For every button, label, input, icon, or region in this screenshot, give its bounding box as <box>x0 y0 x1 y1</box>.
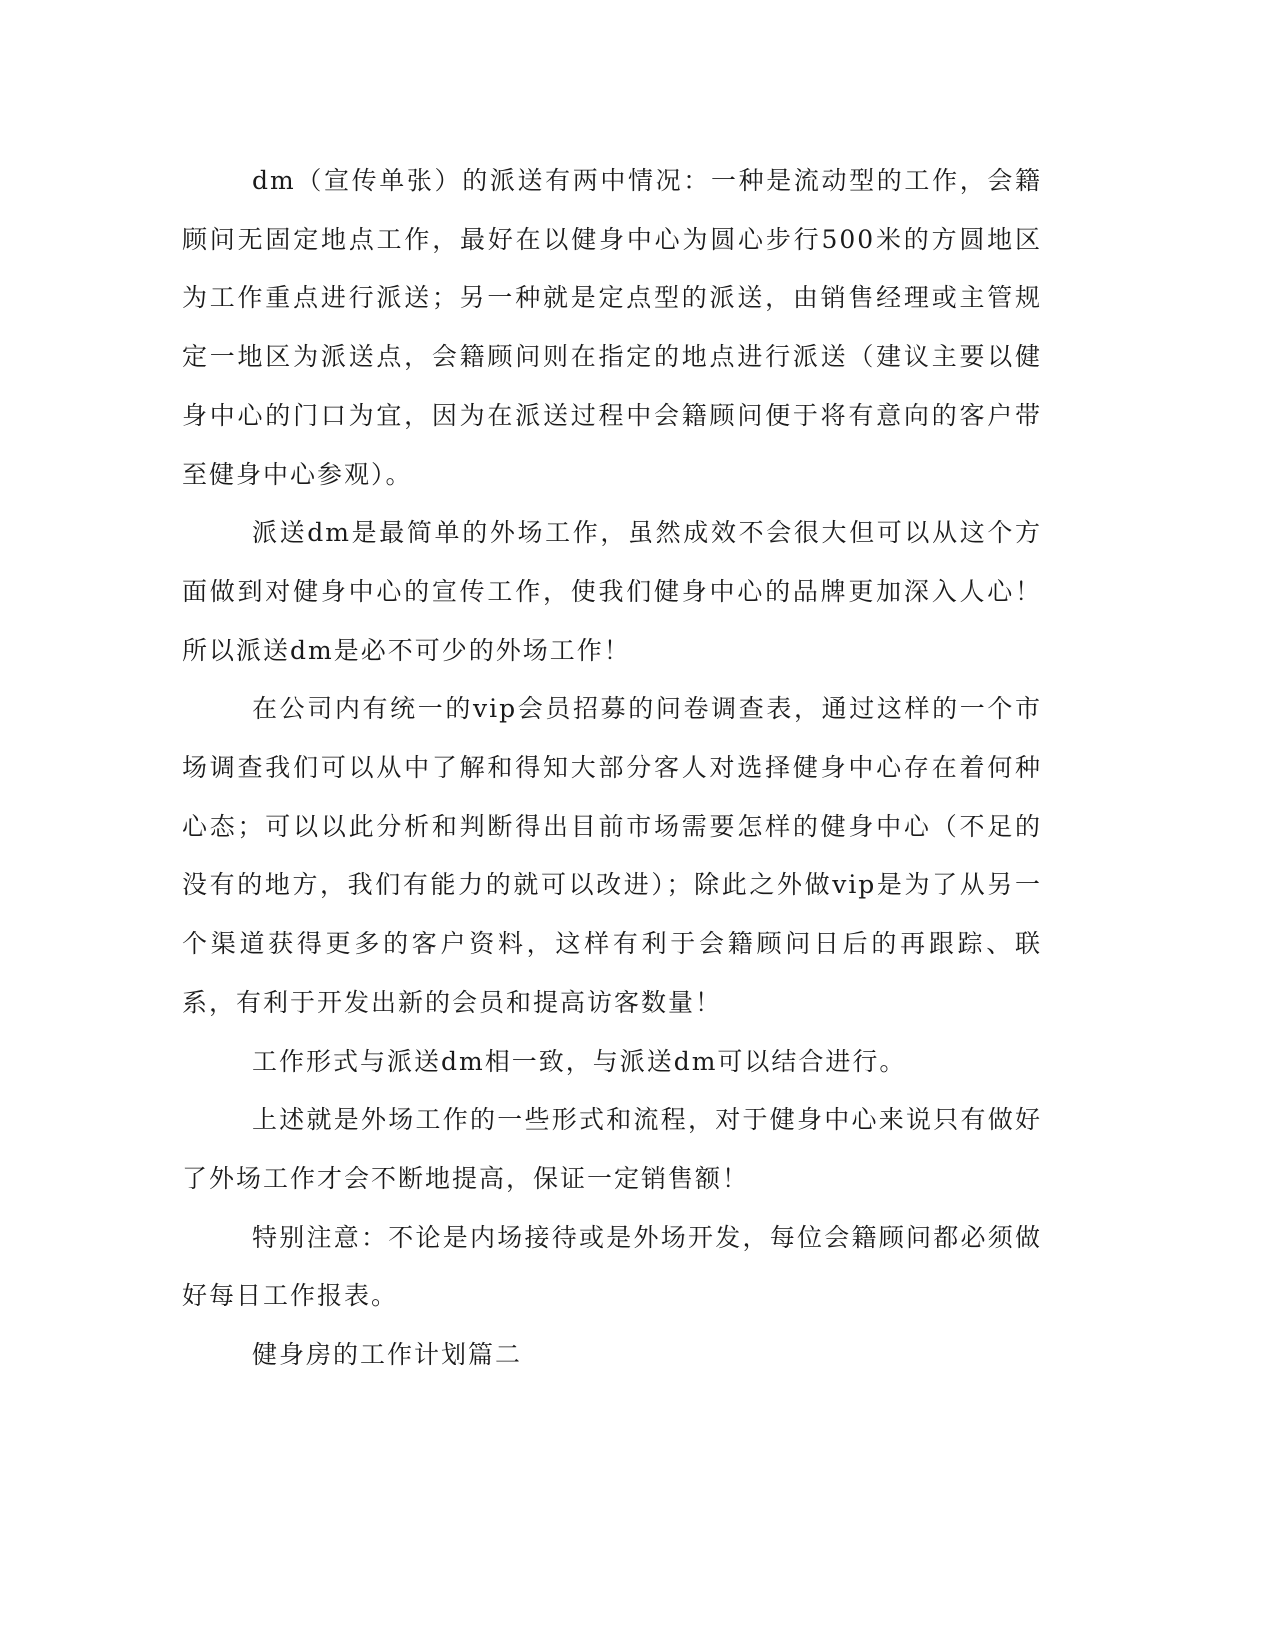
section-heading: 健身房的工作计划篇二 <box>252 1340 523 1370</box>
paragraph-work-form: 工作形式与派送dm相一致，与派送dm可以结合进行。 <box>252 1046 907 1076</box>
paragraph-dm-distribution: dm（宣传单张）的派送有两中情况：一种是流动型的工作，会籍顾问无固定地点工作，最好在以健身中心为圆心步行500米的方圆地区为工作重点进行派送；另一种就是定点型的派送，由销售经理或主管规定一地区为派送点，会籍顾问则在指定的地点进行派送（建议主要以健身中心的门口为宜，因为在派送过程中会籍顾问便于将有意向的客户带至健身中心参观）。 <box>182 166 1042 489</box>
paragraph-summary: 上述就是外场工作的一些形式和流程，对于健身中心来说只有做好了外场工作才会不断地提高，保证一定销售额！ <box>182 1105 1042 1193</box>
paragraph-dm-simple-work: 派送dm是最简单的外场工作，虽然成效不会很大但可以从这个方面做到对健身中心的宣传工作，使我们健身中心的品牌更加深入人心！所以派送dm是必不可少的外场工作！ <box>182 518 1042 665</box>
document-body <box>182 152 1042 1385</box>
paragraph-special-note: 特别注意：不论是内场接待或是外场开发，每位会籍顾问都必须做好每日工作报表。 <box>182 1222 1042 1311</box>
paragraph-vip-survey: 在公司内有统一的vip会员招募的问卷调查表，通过这样的一个市场调查我们可以从中了解和得知大部分客人对选择健身中心存在着何种心态；可以以此分析和判断得出目前市场需要怎样的健身中心（不足的没有的地方，我们有能力的就可以改进）；除此之外做vip是为了从另一个渠道获得更多的客户资料，这样有利于会籍顾问日后的再跟踪、联系，有利于开发出新的会员和提高访客数量！ <box>182 694 1042 1017</box>
